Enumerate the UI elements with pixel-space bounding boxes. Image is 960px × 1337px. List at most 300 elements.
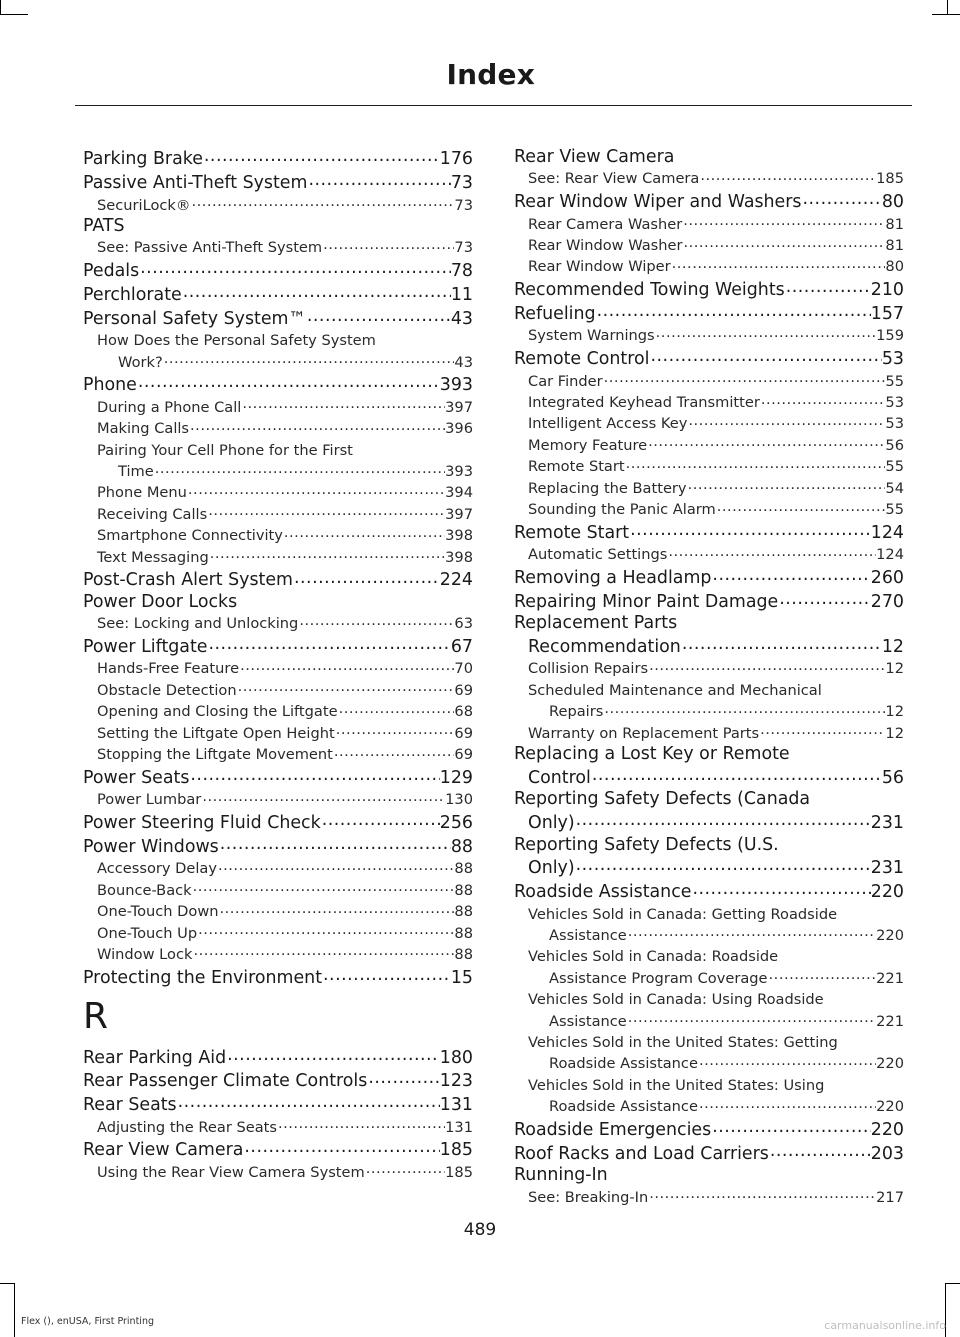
dot-leader [139,259,451,276]
entry-page-number: 12 [881,637,904,658]
index-entry[interactable] [83,1162,473,1183]
dot-leader [648,659,885,674]
entry-label: Rear View Camera [83,1140,244,1161]
index-entry[interactable] [83,744,473,765]
dot-leader [648,1187,876,1202]
entry-page-number: 124 [870,522,904,543]
index-entry[interactable] [83,547,473,568]
entry-label: Smartphone Connectivity [97,527,283,545]
entry-page-number: 12 [885,724,904,742]
entry-label: Remote Start [514,522,630,543]
entry-label: Power Lumbar [97,791,202,809]
index-entry[interactable] [83,1138,473,1162]
entry-page-number: 69 [454,724,473,742]
entry-page-number: 12 [885,660,904,678]
dot-leader [293,568,440,585]
index-entry[interactable] [514,880,904,904]
entry-page-number: 55 [885,372,904,390]
dot-leader [575,811,871,828]
entry-label: Removing a Headlamp [514,568,712,589]
entry-page-number: 224 [439,570,473,591]
entry-label: Adjusting the Rear Seats [97,1118,277,1136]
entry-label-line: Replacement Parts [514,613,678,634]
entry-label-line: Vehicles Sold in Canada: Roadside [528,948,779,966]
index-entry[interactable] [83,635,473,659]
index-entry[interactable] [83,259,473,283]
entry-page-number: 220 [870,882,904,903]
entry-page-number: 131 [439,1095,473,1116]
entry-page-number: 78 [450,261,473,282]
entry-page-number: 217 [876,1188,904,1206]
entry-page-number: 396 [445,420,473,438]
dot-leader [321,811,440,828]
entry-label: Assistance Program Coverage [549,969,768,987]
dot-leader [575,856,871,873]
entry-label: Only) [528,858,575,879]
entry-label: Hands-Free Feature [97,660,240,678]
entry-page-number: 63 [454,615,473,633]
entry-page-number: 88 [450,836,473,857]
index-entry[interactable] [83,1093,473,1117]
entry-label: System Warnings [528,327,655,345]
index-entry[interactable] [514,413,904,434]
entry-label: Assistance [549,1012,627,1030]
index-entry[interactable] [514,347,904,371]
dot-leader [239,659,454,674]
entry-page-number: 81 [885,237,904,255]
entry-label: Repairs [549,703,604,721]
dot-leader [687,414,885,429]
entry-label: Stopping the Liftgate Movement [97,746,333,764]
dot-leader [189,419,445,434]
index-column-right [514,147,904,1208]
entry-label: Roadside Assistance [549,1055,698,1073]
entry-label: Collision Repairs [528,660,649,678]
index-entry[interactable] [83,858,473,879]
index-entry[interactable] [83,880,473,901]
dot-leader [629,520,871,537]
entry-page-number: 231 [870,858,904,879]
entry-label-line: How Does the Personal Safety System [97,332,376,350]
index-entry[interactable] [514,478,904,499]
index-entry[interactable] [83,835,473,859]
index-entry[interactable] [514,520,904,544]
index-entry[interactable] [83,373,473,397]
entry-label: Rear Parking Aid [83,1047,227,1068]
entry-label: Rear Passenger Climate Controls [83,1071,368,1092]
entry-page-number: 11 [450,285,473,305]
crop-mark [0,1283,14,1284]
entry-label: Power Seats [83,767,190,788]
dot-leader [203,147,440,164]
index-entry[interactable] [514,566,904,590]
dot-leader [201,790,445,805]
index-entry[interactable] [514,392,904,413]
index-entry[interactable] [83,680,473,701]
dot-leader [687,478,886,493]
section-letter: R [83,996,109,1038]
crop-mark [0,14,28,15]
entry-page-number: 260 [870,568,904,589]
index-entry[interactable] [83,568,473,592]
dot-leader [711,566,870,583]
dot-leader [226,1045,440,1062]
entry-label: Power Steering Fluid Check [83,813,321,834]
entry-label: Making Calls [97,420,190,438]
crop-mark [932,14,960,15]
entry-page-number: 56 [881,767,904,788]
index-entry[interactable] [514,968,904,989]
dot-leader [298,614,454,629]
entry-page-number: 53 [881,349,904,370]
entry-page-number: 220 [870,1119,904,1140]
dot-leader [627,1011,876,1026]
entry-label-line: Replacing a Lost Key or Remote [514,744,790,765]
entry-label: Recommended Towing Weights [514,280,785,301]
index-entry[interactable] [514,302,904,326]
dot-leader [177,1093,440,1110]
index-entry[interactable] [83,525,473,546]
dot-leader [778,589,871,606]
entry-label: Protecting the Environment [83,967,323,988]
index-entry[interactable] [514,589,904,613]
entry-label: Receiving Calls [97,505,208,523]
index-entry[interactable] [514,214,904,235]
entry-page-number: 88 [454,924,473,942]
index-entry[interactable] [514,190,904,214]
entry-page-number: 221 [876,1012,904,1030]
entry-label: One-Touch Up [97,924,198,942]
entry-label-line: Vehicles Sold in the United States: Getting [528,1033,838,1051]
entry-label: Pedals [83,261,140,282]
crop-mark [0,0,1,14]
entry-label: Window Lock [97,945,193,963]
entry-label: Automatic Settings [528,546,668,564]
dot-leader [192,944,454,959]
dot-leader [335,723,455,738]
dot-leader [682,214,885,229]
dot-leader [769,1141,871,1158]
dot-leader [322,238,454,253]
dot-leader [716,499,886,514]
entry-label: Rear Window Washer [528,237,683,255]
entry-label: Roof Racks and Load Carriers [514,1143,769,1164]
index-entry[interactable] [83,147,473,171]
entry-page-number: 231 [870,813,904,834]
entry-page-number: 131 [445,1118,473,1136]
entry-page-number: 69 [454,746,473,764]
entry-label: Memory Feature [528,436,648,454]
entry-page-number: 88 [454,903,473,921]
entry-page-number: 55 [885,458,904,476]
entry-label: Rear Seats [83,1095,177,1116]
index-entry[interactable] [514,635,904,659]
entry-label: Car Finder [528,372,603,390]
entry-page-number: 157 [870,304,904,325]
entry-label: During a Phone Call [97,398,242,416]
index-entry[interactable] [514,456,904,477]
dot-leader [627,925,876,940]
dot-leader [768,968,877,983]
entry-label-line: Reporting Safety Defects (U.S. [514,834,779,855]
dot-leader [187,483,445,498]
page-number: 489 [463,1220,497,1240]
entry-page-number: 53 [885,415,904,433]
dot-leader [650,347,882,364]
index-entry[interactable] [514,499,904,520]
index-heading: PATS [83,216,125,236]
index-entry[interactable] [83,418,473,439]
index-entry[interactable] [514,1141,904,1165]
entry-page-number: 220 [876,926,904,944]
entry-page-number: 397 [445,505,473,523]
index-entry[interactable] [83,1117,473,1138]
entry-label: Passive Anti-Theft System [83,173,308,194]
index-entry[interactable] [83,1069,473,1093]
dot-leader [671,257,886,272]
dot-leader [647,435,885,450]
entry-page-number: 55 [885,501,904,519]
entry-page-number: 54 [885,479,904,497]
entry-page-number: 185 [445,1163,473,1181]
crop-mark [946,1283,960,1284]
entry-page-number: 43 [454,353,473,371]
entry-label: Roadside Assistance [549,1098,698,1116]
dot-leader [137,373,440,390]
crop-mark [14,1283,15,1337]
entry-label: Perchlorate [83,285,182,305]
dot-leader [241,397,445,412]
entry-label: Text Messaging [97,548,209,566]
entry-label: Obstacle Detection [97,681,237,699]
entry-label: Work? [118,353,163,371]
entry-label: Replacing the Battery [528,479,687,497]
dot-leader [283,526,445,541]
index-entry[interactable] [514,278,904,302]
dot-leader [683,235,886,250]
entry-label: Integrated Keyhead Transmitter [528,394,760,412]
index-entry[interactable] [83,397,473,418]
entry-label: Phone Menu [97,484,187,502]
entry-page-number: 256 [439,813,473,834]
index-entry[interactable] [514,544,904,565]
dot-leader [681,635,882,652]
dot-leader [277,1117,445,1132]
entry-label: Power Liftgate [83,637,208,658]
entry-page-number: 88 [454,881,473,899]
entry-page-number: 398 [445,527,473,545]
entry-label: Opening and Closing the Liftgate [97,703,338,721]
entry-label: See: Locking and Unlocking [97,615,299,633]
dot-leader [625,457,886,472]
entry-label: Phone [83,375,137,396]
entry-label: Assistance [549,926,627,944]
entry-label: Rear Window Wiper [528,258,671,276]
index-entry[interactable] [83,283,473,307]
entry-label: Warranty on Replacement Parts [528,724,760,742]
index-entry[interactable] [514,1053,904,1074]
dot-leader [699,169,876,184]
entry-label: Rear Camera Washer [528,215,683,233]
index-entry[interactable] [83,766,473,790]
entry-label: Refueling [514,304,596,325]
entry-page-number: 12 [885,703,904,721]
entry-label: See: Breaking-In [528,1188,649,1206]
index-entry[interactable] [83,171,473,195]
dot-leader [333,745,455,760]
index-entry[interactable] [83,923,473,944]
entry-label: Control [528,767,591,788]
entry-label-line: Vehicles Sold in Canada: Using Roadside [528,991,824,1009]
index-entry[interactable] [83,306,473,330]
entry-label: See: Rear View Camera [528,170,700,188]
dot-leader [217,859,454,874]
entry-page-number: 88 [454,945,473,963]
index-entry[interactable] [514,1096,904,1117]
dot-leader [243,1138,439,1155]
index-entry[interactable] [83,901,473,922]
index-entry[interactable] [514,168,904,189]
entry-label: Power Windows [83,836,219,857]
dot-leader [192,880,455,895]
dot-leader [760,392,886,407]
entry-label-line: Vehicles Sold in the United States: Using [528,1076,825,1094]
index-entry[interactable] [514,766,904,790]
index-entry[interactable] [514,235,904,256]
entry-page-number: 73 [454,239,473,257]
dot-leader [154,461,445,476]
index-entry[interactable] [83,944,473,965]
header-divider [75,105,912,106]
index-entry[interactable] [514,1011,904,1032]
index-heading: Rear View Camera [514,147,675,167]
dot-leader [163,352,455,367]
index-entry[interactable] [83,237,473,258]
dot-leader [591,766,882,783]
dot-leader [209,547,445,562]
dot-leader [219,835,451,852]
entry-label-line: Scheduled Maintenance and Mechanical [528,681,822,699]
dot-leader [197,923,454,938]
entry-label: SecuriLock® [97,196,191,214]
index-entry[interactable] [83,482,473,503]
entry-page-number: 185 [439,1140,473,1161]
entry-page-number: 53 [885,394,904,412]
entry-page-number: 73 [450,173,473,194]
entry-page-number: 176 [439,149,473,170]
entry-page-number: 88 [454,860,473,878]
entry-label: Intelligent Access Key [528,415,688,433]
index-entry[interactable] [83,723,473,744]
dot-leader [207,504,445,519]
entry-label: Time [118,463,154,481]
index-heading: Running-In [514,1165,608,1186]
index-column-left [83,147,473,1183]
entry-label: Recommendation [528,637,681,658]
dot-leader [365,1162,445,1177]
watermark: carmanualsonline.info [824,1319,946,1332]
entry-label-line: Vehicles Sold in Canada: Getting Roadside [528,905,838,923]
entry-page-number: 69 [454,681,473,699]
index-entry[interactable] [83,701,473,722]
dot-leader [603,702,885,717]
index-entry[interactable] [514,723,904,744]
entry-page-number: 15 [450,967,473,988]
index-entry[interactable] [514,1187,904,1208]
index-entry[interactable] [514,371,904,392]
index-entry[interactable] [514,1118,904,1142]
index-entry[interactable] [514,701,904,722]
entry-page-number: 393 [439,375,473,396]
entry-label: Remote Control [514,349,650,370]
index-entry[interactable] [514,325,904,346]
index-entry[interactable] [83,965,473,989]
dot-leader [367,1069,439,1086]
dot-leader [698,1054,876,1069]
entry-label-line: Reporting Safety Defects (Canada [514,789,811,810]
index-entry[interactable] [514,256,904,277]
entry-label: Rear Window Wiper and Washers [514,192,802,213]
entry-page-number: 210 [870,280,904,301]
page-title: Index [446,58,535,91]
entry-page-number: 398 [445,548,473,566]
dot-leader [785,278,871,295]
dot-leader [189,766,439,783]
crop-mark [947,0,948,14]
entry-page-number: 270 [870,591,904,612]
entry-label: Post-Crash Alert System [83,570,293,591]
entry-label: Using the Rear View Camera System [97,1163,365,1181]
index-entry[interactable] [514,811,904,835]
index-entry[interactable] [83,613,473,634]
entry-label: Bounce-Back [97,881,192,899]
entry-page-number: 43 [450,308,473,329]
index-entry[interactable] [83,658,473,679]
dot-leader [691,880,870,897]
entry-page-number: 67 [450,637,473,658]
index-entry[interactable] [514,925,904,946]
entry-page-number: 220 [876,1098,904,1116]
entry-page-number: 130 [445,791,473,809]
entry-page-number: 220 [876,1055,904,1073]
entry-page-number: 185 [876,170,904,188]
index-entry[interactable] [83,1045,473,1069]
dot-leader [307,171,450,188]
dot-leader [711,1118,871,1135]
index-entry[interactable] [83,789,473,810]
index-heading: Power Door Locks [83,591,238,612]
index-entry[interactable] [83,461,473,482]
entry-page-number: 123 [439,1071,473,1092]
dot-leader [667,545,876,560]
index-entry[interactable] [83,195,473,216]
index-entry[interactable] [83,352,473,373]
dot-leader [190,195,454,210]
entry-page-number: 397 [445,398,473,416]
dot-leader [207,635,450,652]
index-entry[interactable] [514,435,904,456]
entry-page-number: 159 [876,327,904,345]
dot-leader [655,326,876,341]
index-entry[interactable] [514,658,904,679]
dot-leader [698,1097,876,1112]
index-entry[interactable] [83,811,473,835]
entry-label: Accessory Delay [97,860,218,878]
entry-page-number: 129 [439,767,473,788]
index-entry[interactable] [83,504,473,525]
entry-page-number: 180 [439,1047,473,1068]
index-entry[interactable] [514,856,904,880]
